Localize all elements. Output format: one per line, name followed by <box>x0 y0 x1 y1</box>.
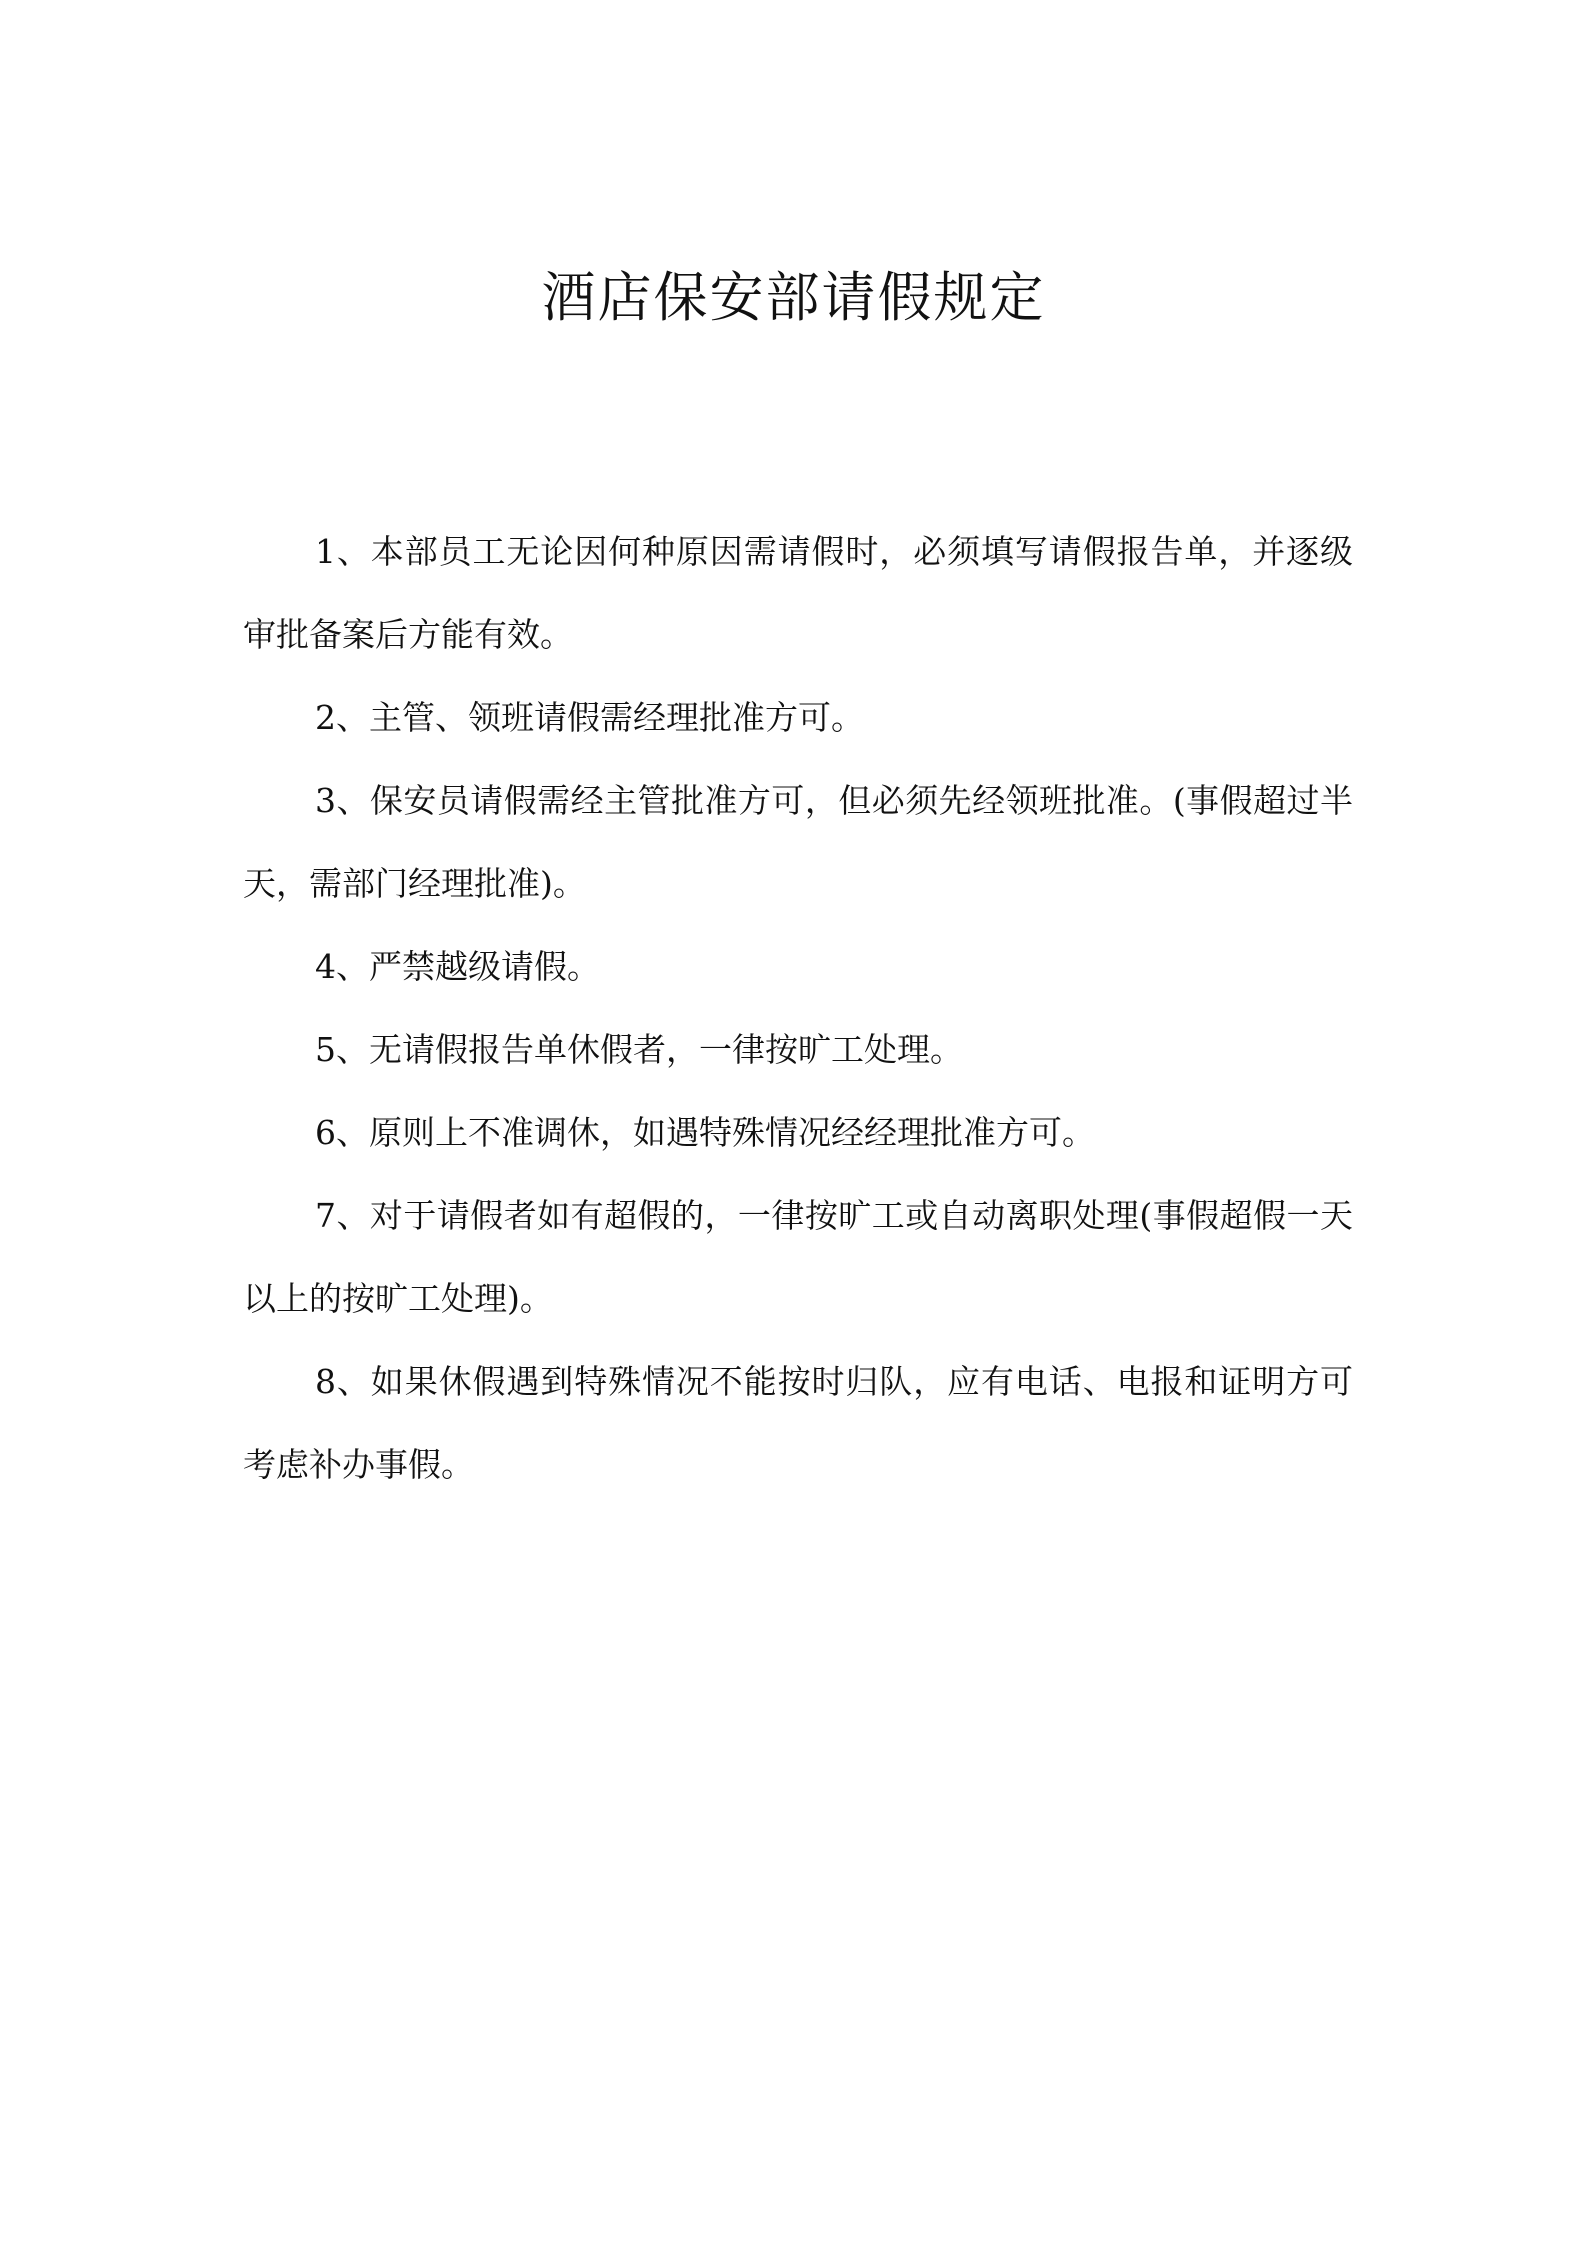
document-title: 酒店保安部请假规定 <box>541 266 1046 329</box>
rule-item-8: 8、如果休假遇到特殊情况不能按时归队，应有电话、电报和证明方可考虑补办事假。 <box>243 1362 1353 1484</box>
rules-list <box>243 510 1353 1506</box>
rule-item-2: 2、主管、领班请假需经理批准方可。 <box>315 698 864 737</box>
rule-item-4: 4、严禁越级请假。 <box>315 947 600 986</box>
rule-item-6: 6、原则上不准调休，如遇特殊情况经经理批准方可。 <box>315 1113 1095 1152</box>
rule-item-7: 7、对于请假者如有超假的，一律按旷工或自动离职处理(事假超假一天以上的按旷工处理)。 <box>243 1196 1353 1318</box>
rule-item-3: 3、保安员请假需经主管批准方可，但必须先经领班批准。(事假超过半天，需部门经理批准)。 <box>243 781 1353 903</box>
rule-item-1: 1、本部员工无论因何种原因需请假时，必须填写请假报告单，并逐级审批备案后方能有效。 <box>243 532 1353 654</box>
rule-item-5: 5、无请假报告单休假者，一律按旷工处理。 <box>315 1030 963 1069</box>
